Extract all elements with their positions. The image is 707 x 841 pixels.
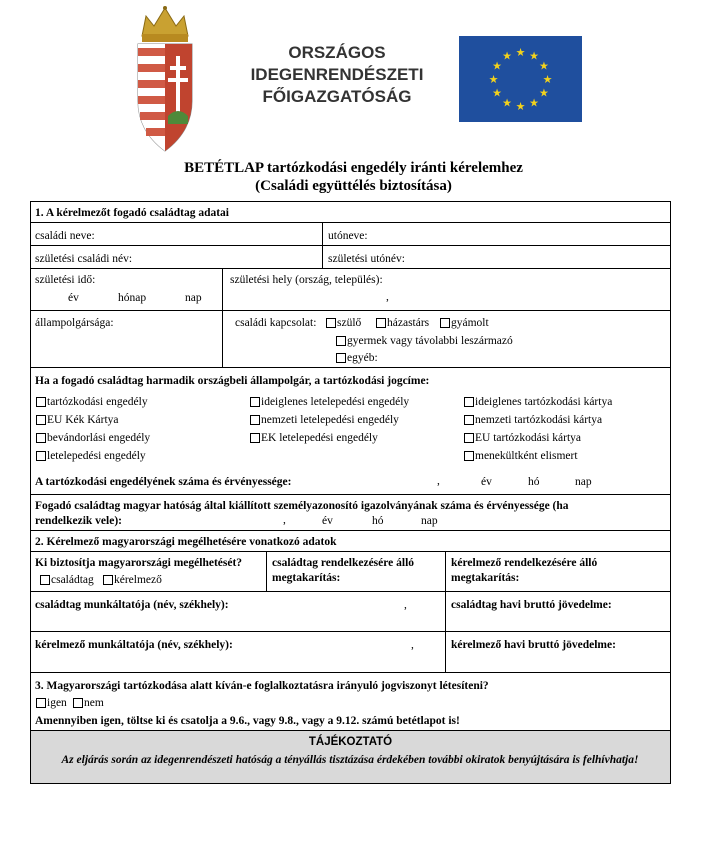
divider xyxy=(322,222,323,268)
rel-option-child[interactable]: gyermek vagy távolabbi leszármazó xyxy=(336,334,513,348)
divider xyxy=(222,268,223,367)
checkbox[interactable] xyxy=(73,698,83,708)
family-income-label: családtag havi bruttó jövedelme: xyxy=(451,599,612,611)
notice-text: Az eljárás során az idegenrendészeti hatóság a tényállás tisztázása érdekében további okiratok benyújtására is felhívhatja! xyxy=(61,754,639,766)
divider xyxy=(30,494,671,495)
month-label: hó xyxy=(372,515,384,527)
agency-line-1: ORSZÁGOS xyxy=(288,43,386,62)
family-savings-label-1: családtag rendelkezésére álló xyxy=(272,557,415,569)
birth-place-label: születési hely (ország, település): xyxy=(230,274,383,286)
permit-option[interactable]: nemzeti tartózkodási kártya xyxy=(464,413,602,427)
checkbox[interactable] xyxy=(36,415,46,425)
birth-family-name-label: születési családi név: xyxy=(35,253,133,265)
permit-option[interactable]: nemzeti letelepedési engedély xyxy=(250,413,399,427)
applicant-employer-label: kérelmező munkáltatója (név, székhely): xyxy=(35,639,233,651)
agency-line-3: FŐIGAZGATÓSÁG xyxy=(262,87,412,106)
permit-option[interactable]: ideiglenes tartózkodási kártya xyxy=(464,395,612,409)
agency-line-2: IDEGENRENDÉSZETI xyxy=(250,65,424,84)
eu-star-icon: ★ xyxy=(529,97,539,110)
checkbox[interactable] xyxy=(36,433,46,443)
year-label: év xyxy=(68,292,79,304)
day-label: nap xyxy=(421,515,438,527)
coat-of-arms-icon xyxy=(130,6,200,156)
checkbox[interactable] xyxy=(36,698,46,708)
birth-given-name-label: születési utónév: xyxy=(328,253,405,265)
rel-option-spouse[interactable]: házastárs xyxy=(376,316,429,330)
given-name-label: utóneve: xyxy=(328,230,368,242)
divider xyxy=(30,222,671,223)
id-doc-label-1: Fogadó családtag magyar hatóság által kiállított személyazonosító igazolványának száma és érvényessége (ha xyxy=(35,500,569,512)
permit-option[interactable]: letelepedési engedély xyxy=(36,449,146,463)
applicant-income-label: kérelmező havi bruttó jövedelme: xyxy=(451,639,616,651)
divider xyxy=(30,367,671,368)
section1-heading: 1. A kérelmezőt fogadó családtag adatai xyxy=(35,207,229,219)
eu-star-icon: ★ xyxy=(488,74,499,86)
relationship-label: családi kapcsolat: xyxy=(235,317,317,329)
checkbox[interactable] xyxy=(103,575,113,585)
comma: , xyxy=(386,291,389,303)
checkbox[interactable] xyxy=(440,318,450,328)
comma: , xyxy=(437,475,440,487)
form-title: BETÉTLAP tartózkodási engedély iránti kérelemhez xyxy=(184,160,523,176)
form-frame xyxy=(30,201,671,784)
employment-yes-option[interactable]: igen xyxy=(36,696,67,710)
divider xyxy=(30,310,671,311)
permit-option[interactable]: tartózkodási engedély xyxy=(36,395,148,409)
permit-option[interactable]: EU tartózkodási kártya xyxy=(464,431,581,445)
checkbox[interactable] xyxy=(376,318,386,328)
section3-instruction: Amennyiben igen, töltse ki és csatolja a 9.6., vagy 9.8., vagy a 9.12. számú betétlapot is! xyxy=(35,715,460,727)
eu-star-icon: ★ xyxy=(538,60,549,73)
permit-option[interactable]: bevándorlási engedély xyxy=(36,431,150,445)
checkbox[interactable] xyxy=(40,575,50,585)
eu-star-icon: ★ xyxy=(529,50,539,63)
applicant-savings-label-1: kérelmező rendelkezésére álló xyxy=(451,557,598,569)
checkbox[interactable] xyxy=(36,451,46,461)
checkbox[interactable] xyxy=(336,353,346,363)
family-employer-label: családtag munkáltatója (név, székhely): xyxy=(35,599,229,611)
permit-option[interactable]: EU Kék Kártya xyxy=(36,413,119,427)
checkbox[interactable] xyxy=(464,415,474,425)
permit-option[interactable]: menekültként elismert xyxy=(464,449,578,463)
section2-heading: 2. Kérelmező magyarországi megélhetésére vonatkozó adatok xyxy=(35,536,337,548)
checkbox[interactable] xyxy=(250,415,260,425)
section3-heading: 3. Magyarországi tartózkodása alatt kíván-e foglalkoztatásra irányuló jogviszonyt létesíteni? xyxy=(35,680,489,692)
who-provides-label: Ki biztosítja magyarországi megélhetését? xyxy=(35,557,243,569)
checkbox[interactable] xyxy=(250,433,260,443)
divider xyxy=(30,631,671,632)
eu-star-icon: ★ xyxy=(492,60,503,73)
month-label: hó xyxy=(528,476,540,488)
form-subtitle: (Családi együttélés biztosítása) xyxy=(255,178,452,194)
applicant-savings-label-2: megtakarítás: xyxy=(451,572,520,584)
eu-star-icon: ★ xyxy=(515,101,526,113)
comma: , xyxy=(404,599,407,611)
eu-star-icon: ★ xyxy=(492,87,503,100)
day-label: nap xyxy=(185,292,202,304)
family-savings-label-2: megtakarítás: xyxy=(272,572,341,584)
day-label: nap xyxy=(575,476,592,488)
eu-star-icon: ★ xyxy=(515,47,526,59)
permit-option[interactable]: ideiglenes letelepedési engedély xyxy=(250,395,409,409)
divider xyxy=(30,530,671,531)
comma: , xyxy=(283,514,286,526)
checkbox[interactable] xyxy=(464,451,474,461)
divider xyxy=(30,591,671,592)
comma: , xyxy=(411,639,414,651)
permit-number-label: A tartózkodási engedélyének száma és érvényessége: xyxy=(35,476,292,488)
family-name-label: családi neve: xyxy=(35,230,95,242)
divider xyxy=(30,268,671,269)
checkbox[interactable] xyxy=(326,318,336,328)
birth-date-label: születési idő: xyxy=(35,274,96,286)
citizenship-label: állampolgársága: xyxy=(35,317,114,329)
month-label: hónap xyxy=(118,292,147,304)
eu-star-icon: ★ xyxy=(502,50,512,63)
year-label: év xyxy=(481,476,492,488)
checkbox[interactable] xyxy=(36,397,46,407)
year-label: év xyxy=(322,515,333,527)
checkbox[interactable] xyxy=(250,397,260,407)
divider xyxy=(30,245,671,246)
eu-star-icon: ★ xyxy=(542,74,553,86)
notice-title: TÁJÉKOZTATÓ xyxy=(308,736,393,748)
divider xyxy=(30,672,671,673)
eu-star-icon: ★ xyxy=(538,87,549,100)
permit-option[interactable]: EK letelepedési engedély xyxy=(250,431,378,445)
checkbox[interactable] xyxy=(336,336,346,346)
checkbox[interactable] xyxy=(464,433,474,443)
divider xyxy=(266,551,267,591)
id-doc-label-2: rendelkezik vele): xyxy=(35,515,122,527)
rel-option-ward[interactable]: gyámolt xyxy=(440,316,489,330)
divider xyxy=(445,551,446,672)
rel-option-parent[interactable]: szülő xyxy=(326,316,361,330)
agency-name xyxy=(232,42,442,108)
divider xyxy=(30,551,671,552)
eu-star-icon: ★ xyxy=(502,97,512,110)
provider-family-option[interactable]: családtag xyxy=(40,573,94,587)
permits-heading: Ha a fogadó családtag harmadik országbeli állampolgár, a tartózkodási jogcíme: xyxy=(35,375,430,387)
employment-no-option[interactable]: nem xyxy=(73,696,104,710)
rel-option-other[interactable]: egyéb: xyxy=(336,351,378,365)
checkbox[interactable] xyxy=(464,397,474,407)
provider-applicant-option[interactable]: kérelmező xyxy=(103,573,162,587)
eu-flag-icon xyxy=(459,36,582,122)
